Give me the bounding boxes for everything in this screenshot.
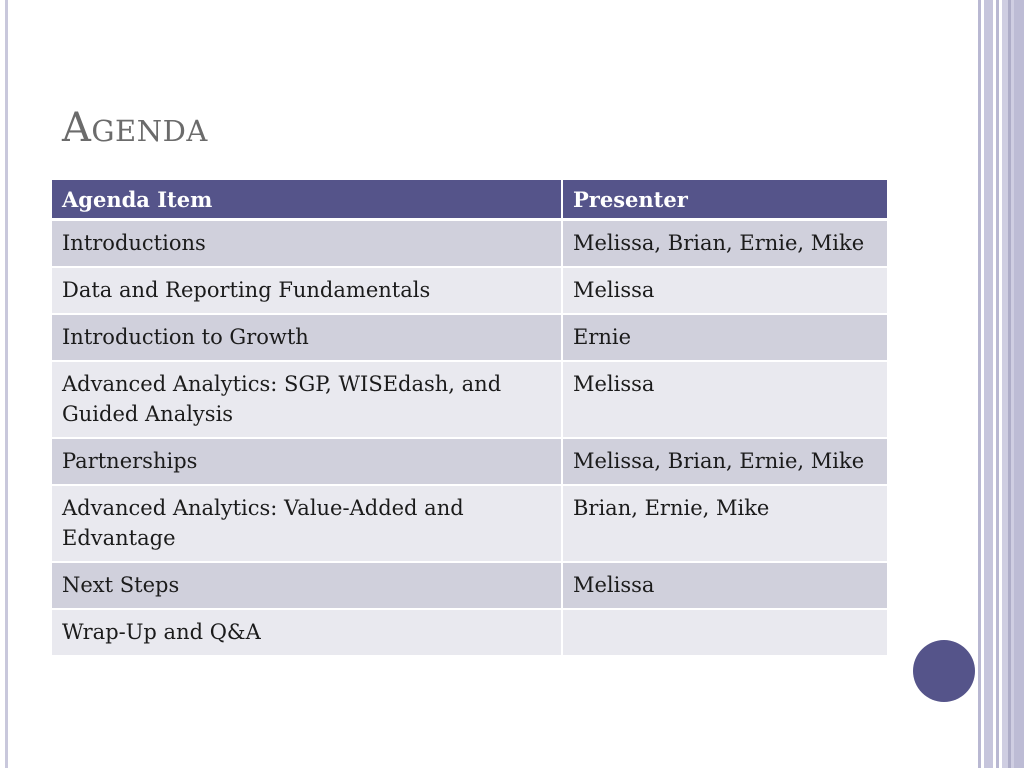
agenda-item-cell: Introduction to Growth bbox=[52, 314, 562, 361]
presenter-cell: Melissa bbox=[562, 361, 887, 438]
presenter-cell: Ernie bbox=[562, 314, 887, 361]
table-row bbox=[52, 609, 887, 656]
slide-title-rest: GENDA bbox=[91, 114, 208, 148]
agenda-item-cell: Partnerships bbox=[52, 438, 562, 485]
header-agenda-item: Agenda Item bbox=[52, 180, 562, 220]
agenda-item-cell: Advanced Analytics: Value-Added and Edvantage bbox=[52, 485, 562, 562]
decorative-circle bbox=[913, 640, 975, 702]
agenda-table bbox=[52, 180, 887, 657]
header-presenter: Presenter bbox=[562, 180, 887, 220]
agenda-item-cell: Advanced Analytics: SGP, WISEdash, and Guided Analysis bbox=[52, 361, 562, 438]
agenda-item-cell: Introductions bbox=[52, 220, 562, 268]
table-row bbox=[52, 220, 887, 268]
table-row bbox=[52, 562, 887, 609]
agenda-item-cell: Wrap-Up and Q&A bbox=[52, 609, 562, 656]
table-row bbox=[52, 361, 887, 438]
left-border-line bbox=[5, 0, 8, 768]
table-row bbox=[52, 314, 887, 361]
table-header-row bbox=[52, 180, 887, 220]
agenda-item-cell: Data and Reporting Fundamentals bbox=[52, 267, 562, 314]
slide-title-initial: A bbox=[62, 105, 92, 151]
presenter-cell: Melissa bbox=[562, 562, 887, 609]
presenter-cell: Melissa, Brian, Ernie, Mike bbox=[562, 438, 887, 485]
table-row bbox=[52, 267, 887, 314]
decorative-stripes bbox=[978, 0, 1024, 768]
slide-title bbox=[62, 105, 208, 151]
presenter-cell: Melissa bbox=[562, 267, 887, 314]
table-row bbox=[52, 485, 887, 562]
presenter-cell: Brian, Ernie, Mike bbox=[562, 485, 887, 562]
presenter-cell bbox=[562, 609, 887, 656]
presenter-cell: Melissa, Brian, Ernie, Mike bbox=[562, 220, 887, 268]
agenda-item-cell: Next Steps bbox=[52, 562, 562, 609]
table-row bbox=[52, 438, 887, 485]
